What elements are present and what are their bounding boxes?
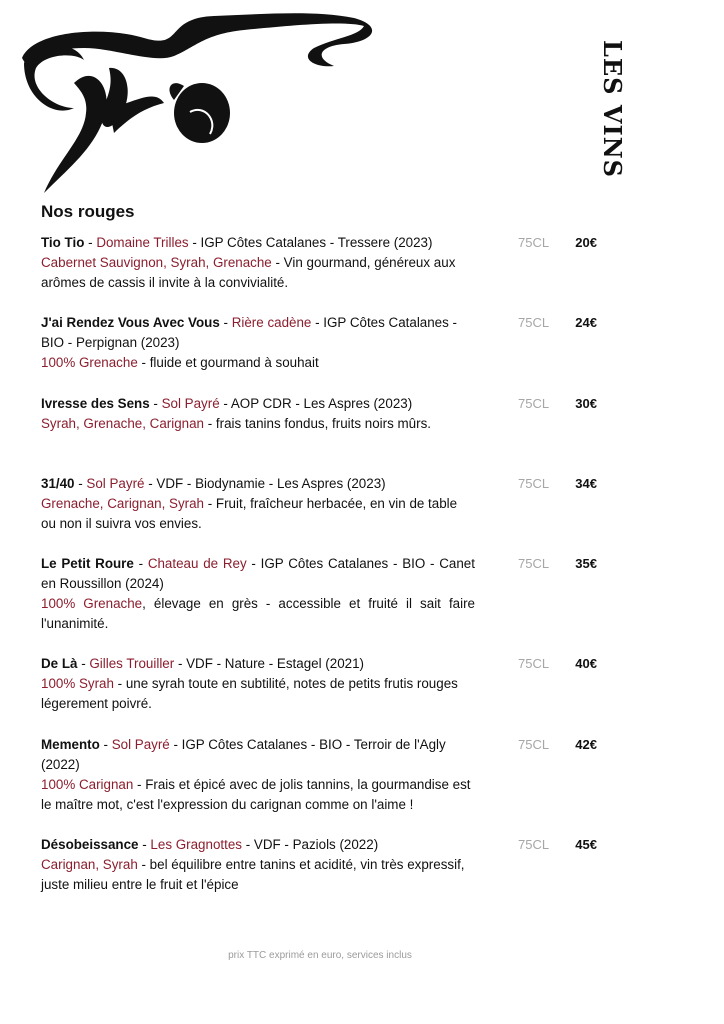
wine-price: 20€ <box>575 235 597 250</box>
wine-appellation: IGP Côtes Catalanes - BIO - Perpignan (2023) <box>41 315 458 350</box>
wine-price: 40€ <box>575 656 597 671</box>
wine-item: 31/40 - Sol Payré - VDF - Biodynamie - Les Aspres (2023) Grenache, Carignan, Syrah - Fruit, fraîcheur herbacée, en vin de table ou non il suivra vos envies. 75CL 34€ <box>41 476 597 531</box>
wine-description: , élevage en grès - accessible et fruité il sait faire l'unanimité. <box>41 596 476 631</box>
wine-appellation: AOP CDR - Les Aspres (2023) <box>230 396 413 411</box>
wine-grapes: Cabernet Sauvignon, Syrah, Grenache <box>41 255 272 270</box>
flower-logo-icon <box>14 8 384 198</box>
wine-domain: Les Gragnottes <box>150 837 242 852</box>
wine-grapes: 100% Grenache <box>41 355 138 370</box>
wine-volume: 75CL <box>518 556 550 571</box>
wine-grapes: Carignan, Syrah <box>41 857 138 872</box>
wine-appellation: VDF - Nature - Estagel (2021) <box>186 656 364 671</box>
wine-name: Memento <box>41 737 100 752</box>
wine-domain: Gilles Trouiller <box>89 656 175 671</box>
wine-item: Memento - Sol Payré - IGP Côtes Catalanes - BIO - Terroir de l'Agly (2022) 100% Carignan - Frais et épicé avec de jolis tannins, la gourmandise est le maître mot, c'est l'expression du carignan comme on l'aime ! 75CL 42€ <box>41 737 597 812</box>
wine-grapes: 100% Grenache <box>41 596 143 611</box>
wine-volume: 75CL <box>518 837 550 852</box>
wine-price: 34€ <box>575 476 597 491</box>
wine-name: De Là <box>41 656 78 671</box>
wine-description: bel équilibre entre tanins et acidité, vin très expressif, juste milieu entre le fruit et l'épice <box>41 857 465 892</box>
side-title: LES VINS <box>598 40 627 178</box>
wine-domain: Sol Payré <box>111 737 170 752</box>
wine-appellation: IGP Côtes Catalanes - Tressere (2023) <box>200 235 433 250</box>
wine-name: Tio Tio <box>41 235 85 250</box>
wine-domain: Rière cadène <box>231 315 312 330</box>
section-title: Nos rouges <box>41 202 135 221</box>
wine-item: De Là - Gilles Trouiller - VDF - Nature - Estagel (2021) 100% Syrah - une syrah toute en subtilité, notes de petits frutis rouges légerement poivré. 75CL 40€ <box>41 656 597 711</box>
wine-item: J'ai Rendez Vous Avec Vous - Rière cadène - IGP Côtes Catalanes - BIO - Perpignan (2023) 100% Grenache - fluide et gourmand à souhait 75CL 24€ <box>41 315 597 370</box>
wine-description: frais tanins fondus, fruits noirs mûrs. <box>215 416 431 431</box>
wine-grapes: 100% Carignan <box>41 777 134 792</box>
wine-price: 24€ <box>575 315 597 330</box>
wine-price: 35€ <box>575 556 597 571</box>
wine-description: Frais et épicé avec de jolis tannins, la gourmandise est le maître mot, c'est l'expression du carignan comme on l'aime ! <box>41 777 471 812</box>
wine-item: Ivresse des Sens - Sol Payré - AOP CDR - Les Aspres (2023) Syrah, Grenache, Carignan - frais tanins fondus, fruits noirs mûrs. 75CL 30€ <box>41 396 597 431</box>
wine-grapes: Syrah, Grenache, Carignan <box>41 416 205 431</box>
wine-description: Vin gourmand, généreux aux arômes de cassis il invite à la convivialité. <box>41 255 456 290</box>
footer-note: prix TTC exprimé en euro, services inclus <box>228 950 412 961</box>
wine-domain: Sol Payré <box>161 396 220 411</box>
wine-appellation: VDF - Biodynamie - Les Aspres (2023) <box>156 476 386 491</box>
wine-volume: 75CL <box>518 737 550 752</box>
wine-volume: 75CL <box>518 235 550 250</box>
wine-name: Désobeissance <box>41 837 139 852</box>
wine-description: fluide et gourmand à souhait <box>149 355 319 370</box>
wine-volume: 75CL <box>518 656 550 671</box>
wine-appellation: VDF - Paziols (2022) <box>253 837 379 852</box>
wine-name: Ivresse des Sens <box>41 396 150 411</box>
wine-appellation: IGP Côtes Catalanes - BIO - Terroir de l'Agly (2022) <box>41 737 446 772</box>
wine-appellation: IGP Côtes Catalanes - BIO - Canet en Roussillon (2024) <box>41 556 475 591</box>
wine-grapes: Grenache, Carignan, Syrah <box>41 496 205 511</box>
wine-price: 45€ <box>575 837 597 852</box>
wine-domain: Domaine Trilles <box>96 235 189 250</box>
wine-description: Fruit, fraîcheur herbacée, en vin de table ou non il suivra vos envies. <box>41 496 458 531</box>
wine-name: J'ai Rendez Vous Avec Vous <box>41 315 220 330</box>
wine-price: 42€ <box>575 737 597 752</box>
wine-item: Désobeissance - Les Gragnottes - VDF - Paziols (2022) Carignan, Syrah - bel équilibre entre tanins et acidité, vin très expressif, juste milieu entre le fruit et l'épice 75CL 45€ <box>41 837 597 892</box>
wine-item: Le Petit Roure - Chateau de Rey - IGP Côtes Catalanes - BIO - Canet en Roussillon (2024) 100% Grenache, élevage en grès - accessible et fruité il sait faire l'unanimité. 75CL 35€ <box>41 556 597 631</box>
wine-domain: Chateau de Rey <box>147 556 247 571</box>
wine-name: Le Petit Roure <box>41 556 134 571</box>
wine-volume: 75CL <box>518 476 550 491</box>
wine-item: Tio Tio - Domaine Trilles - IGP Côtes Catalanes - Tressere (2023) Cabernet Sauvignon, Syrah, Grenache - Vin gourmand, généreux aux arômes de cassis il invite à la convivialité. 75CL 20€ <box>41 235 597 290</box>
wine-domain: Sol Payré <box>86 476 145 491</box>
wine-volume: 75CL <box>518 396 550 411</box>
wine-description: une syrah toute en subtilité, notes de petits frutis rouges légerement poivré. <box>41 676 458 711</box>
wine-price: 30€ <box>575 396 597 411</box>
wine-volume: 75CL <box>518 315 550 330</box>
wine-grapes: 100% Syrah <box>41 676 114 691</box>
wine-name: 31/40 <box>41 476 75 491</box>
